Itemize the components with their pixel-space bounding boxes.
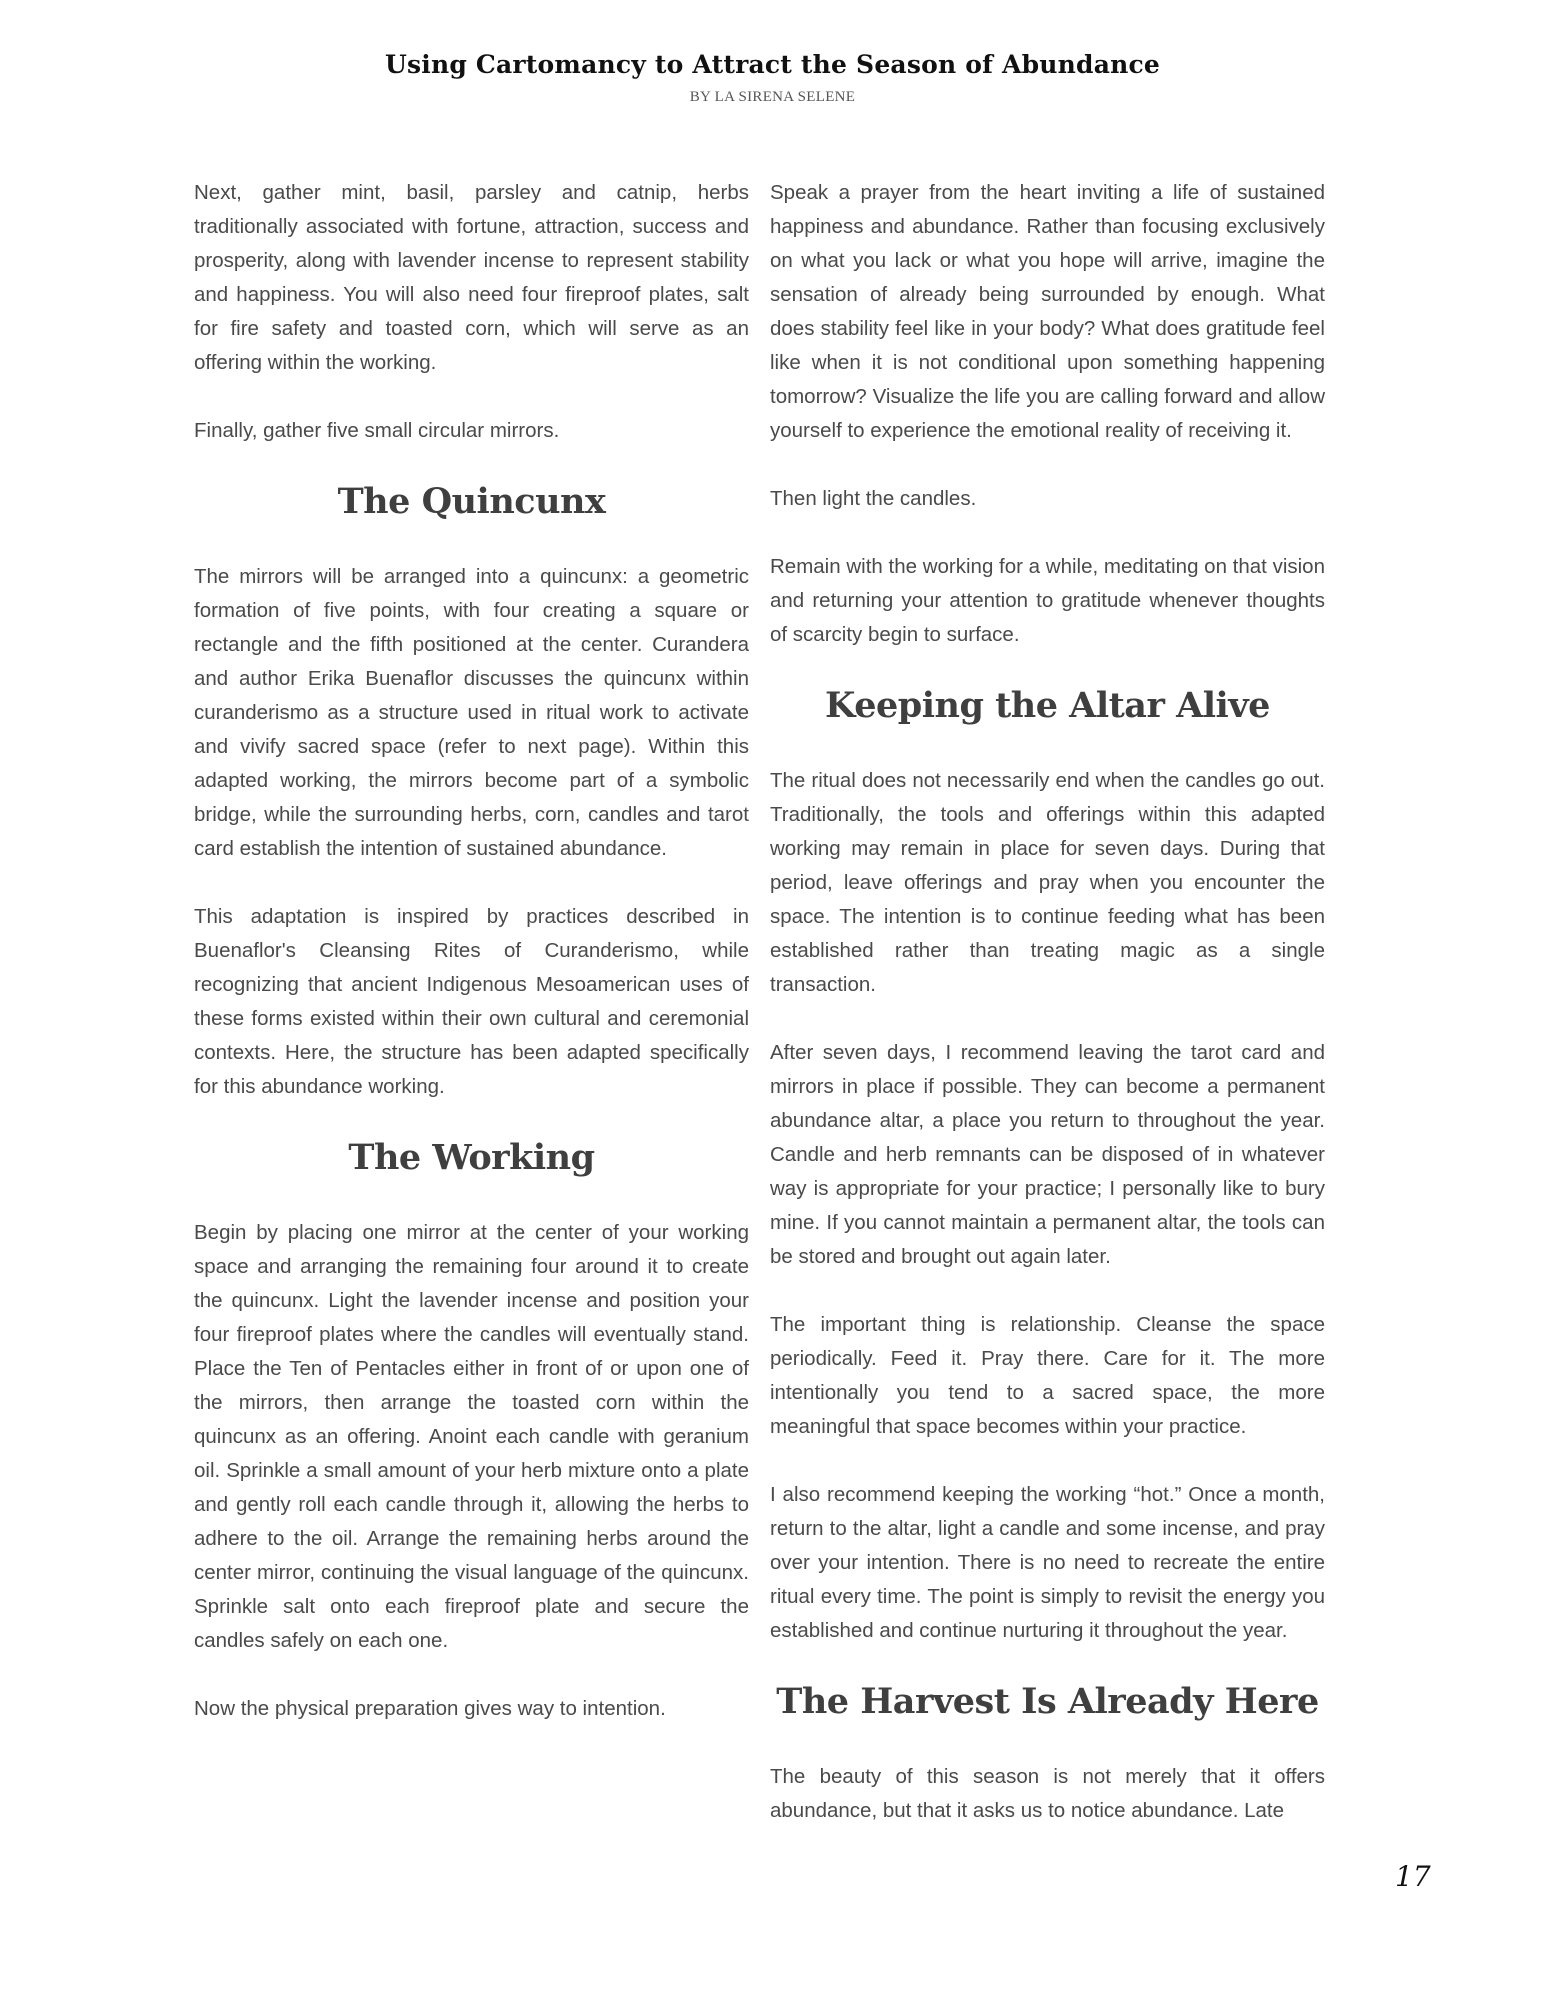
paragraph: After seven days, I recommend leaving the tarot card and mirrors in place if possible. They can become a permanent abundance altar, a place you return to throughout the year. Candle and herb remnants can be disposed of in whatever way is appropriate for your practice; I personally like to bury mine. If you cannot maintain a permanent altar, the tools can be stored and brought out again later. xyxy=(770,1041,1325,1268)
paragraph: The ritual does not necessarily end when the candles go out. Traditionally, the tools and offerings within this adapted working may remain in place for seven days. During that period, leave offerings and pray when you encounter the space. The intention is to continue feeding what has been established rather than treating magic as a single transaction. xyxy=(770,769,1325,996)
paragraph: Remain with the working for a while, meditating on that vision and returning your attention to gratitude whenever thoughts of scarcity begin to surface. xyxy=(770,555,1325,646)
section-heading-working: The Working xyxy=(348,1137,595,1178)
paragraph: Begin by placing one mirror at the center of your working space and arranging the remaining four around it to create the quincunx. Light the lavender incense and position your four fireproof plates where the candles will eventually stand. Place the Ten of Pentacles either in front of or upon one of the mirrors, then arrange the toasted corn within the quincunx as an offering. Anoint each candle with geranium oil. Sprinkle a small amount of your herb mixture onto a plate and gently roll each candle through it, allowing the herbs to adhere to the oil. Arrange the remaining herbs around the center mirror, continuing the visual language of the quincunx. Sprinkle salt onto each fireproof plate and secure the candles safely on each one. xyxy=(194,1221,749,1652)
page-number: 17 xyxy=(1395,1860,1431,1893)
section-heading-quincunx: The Quincunx xyxy=(337,481,606,522)
paragraph: The beauty of this season is not merely that it offers abundance, but that it asks us to notice abundance. Late xyxy=(770,1765,1325,1822)
paragraph: The mirrors will be arranged into a quincunx: a geometric formation of five points, with four creating a square or rectangle and the fifth positioned at the center. Curandera and author Erika Buenaflor discusses the quincunx within curanderismo as a structure used in ritual work to activate and vivify sacred space (refer to next page). Within this adapted working, the mirrors become part of a symbolic bridge, while the surrounding herbs, corn, candles and tarot card establish the intention of sustained abundance. xyxy=(194,565,749,860)
article-header xyxy=(0,50,1545,106)
paragraph: Speak a prayer from the heart inviting a life of sustained happiness and abundance. Rather than focusing exclusively on what you lack or what you hope will arrive, imagine the sensation of already being surrounded by enough. What does stability feel like in your body? What does gratitude feel like when it is not conditional upon something happening tomorrow? Visualize the life you are calling forward and allow yourself to experience the emotional reality of receiving it. xyxy=(770,181,1325,442)
paragraph: Finally, gather five small circular mirrors. xyxy=(194,419,560,442)
paragraph: Now the physical preparation gives way to intention. xyxy=(194,1697,666,1720)
paragraph: Next, gather mint, basil, parsley and catnip, herbs traditionally associated with fortune, attraction, success and prosperity, along with lavender incense to represent stability and happiness. You will also need four fireproof plates, salt for fire safety and toasted corn, which will serve as an offering within the working. xyxy=(194,181,749,374)
paragraph: The important thing is relationship. Cleanse the space periodically. Feed it. Pray there. Care for it. The more intentionally you tend to a sacred space, the more meaningful that space becomes within your practice. xyxy=(770,1313,1325,1438)
article-byline: BY LA SIRENA SELENE xyxy=(689,89,856,105)
paragraph: This adaptation is inspired by practices described in Buenaflor's Cleansing Rites of Curanderismo, while recognizing that ancient Indigenous Mesoamerican uses of these forms existed within their own cultural and ceremonial contexts. Here, the structure has been adapted specifically for this abundance working. xyxy=(194,905,749,1098)
section-heading-altar: Keeping the Altar Alive xyxy=(825,685,1270,726)
left-column xyxy=(194,176,749,1726)
article-title: Using Cartomancy to Attract the Season of Abundance xyxy=(385,50,1160,79)
section-heading-harvest: The Harvest Is Already Here xyxy=(776,1681,1319,1722)
right-column xyxy=(770,176,1325,1828)
paragraph: Then light the candles. xyxy=(770,487,977,510)
paragraph: I also recommend keeping the working “hot.” Once a month, return to the altar, light a candle and some incense, and pray over your intention. There is no need to recreate the entire ritual every time. The point is simply to revisit the energy you established and continue nurturing it throughout the year. xyxy=(770,1483,1325,1642)
